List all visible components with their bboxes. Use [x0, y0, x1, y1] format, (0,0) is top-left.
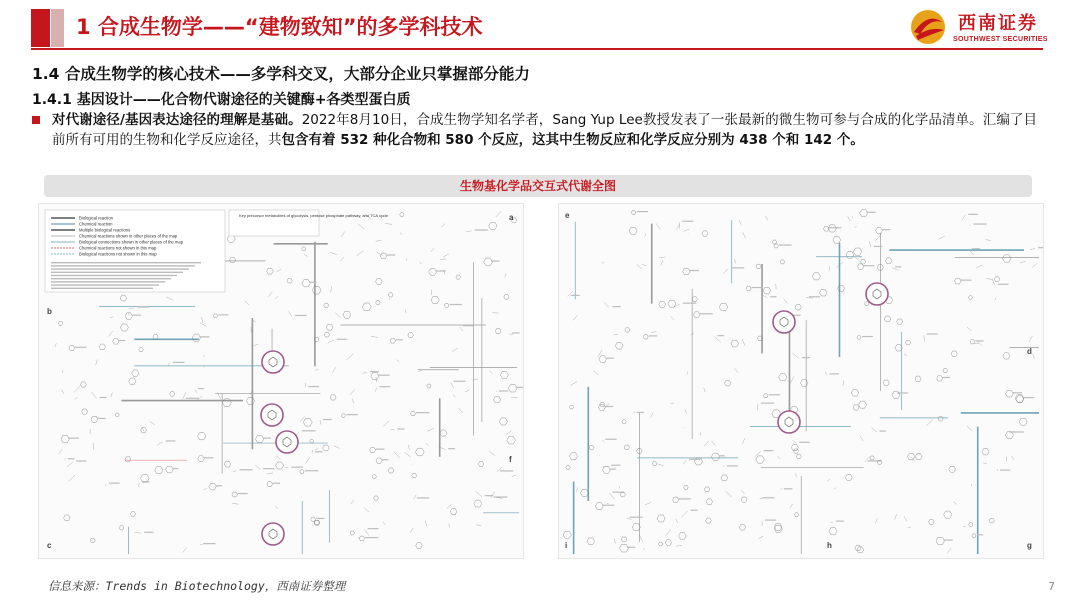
panel-label-e: e — [565, 211, 570, 220]
paragraph-text: 2022年8月10日，合成生物学知名学者，Sang Yup Lee教授发表了一张最新的微生物可参与合成的化学品清单。汇编了目前所有可用的生物和化学反应途径，共 — [52, 112, 1037, 148]
section-heading: 1.4 合成生物学的核心技术——多学科交叉，大部分企业只掌握部分能力 — [32, 65, 530, 83]
section-subheading: 1.4.1 基因设计——化合物代谢途径的关键酶+各类型蛋白质 — [32, 92, 411, 108]
header-accent-dark — [31, 9, 50, 47]
legend-item: Biological reaction — [79, 215, 113, 221]
legend-item: Chemical reactions not shown in this map — [79, 245, 157, 251]
logo-english-name: SOUTHWEST SECURITIES — [953, 36, 1048, 43]
page-title: 1 合成生物学——“建物致知”的多学科技术 — [76, 15, 483, 39]
legend-key-title: Key precursor metabolites of glycolysis, pentose phosphate pathway, and TCA cycle — [239, 213, 389, 218]
source-note: 信息来源：Trends in Biotechnology，西南证券整理 — [48, 579, 346, 593]
panel-label-f: f — [509, 455, 512, 464]
bullet-marker — [32, 116, 40, 124]
body-paragraph — [52, 110, 1037, 150]
panel-label-a: a — [509, 213, 514, 222]
paragraph-highlight: 包含有着 532 种化合物和 580 个反应，这其中生物反应和化学反应分别为 438 个和 142 个 — [281, 132, 851, 148]
header-divider — [31, 48, 1043, 50]
logo-name: 西南证券 — [958, 13, 1038, 34]
legend-item: Biological reactions not shown in this map — [79, 251, 157, 257]
legend-item: Chemical reactions shown in other places of the map — [79, 233, 178, 239]
legend-item: Multiple biological reactions — [79, 227, 131, 233]
paragraph-lead: 对代谢途径/基因表达途径的理解是基础。 — [52, 112, 302, 128]
metabolic-map-right — [558, 203, 1044, 559]
panel-label-b: b — [47, 307, 52, 316]
panel-label-g: g — [1027, 541, 1032, 550]
panel-label-d: d — [1027, 347, 1032, 356]
header-accent-light — [51, 9, 64, 47]
metabolic-map-left-graphic — [39, 204, 523, 558]
figure-title: 生物基化学品交互式代谢全图 — [44, 175, 1032, 197]
metabolic-map-right-graphic — [559, 204, 1043, 558]
metabolic-map-left — [38, 203, 524, 559]
legend-item: Chemical reaction — [79, 221, 113, 227]
panel-label-h: h — [827, 541, 832, 550]
page-number: 7 — [1048, 580, 1055, 593]
panel-label-i: i — [565, 541, 568, 550]
paragraph-end: 。 — [850, 132, 864, 148]
legend-item: Biological connections shown in other places of the map — [79, 239, 184, 245]
panel-label-c: c — [47, 541, 52, 550]
